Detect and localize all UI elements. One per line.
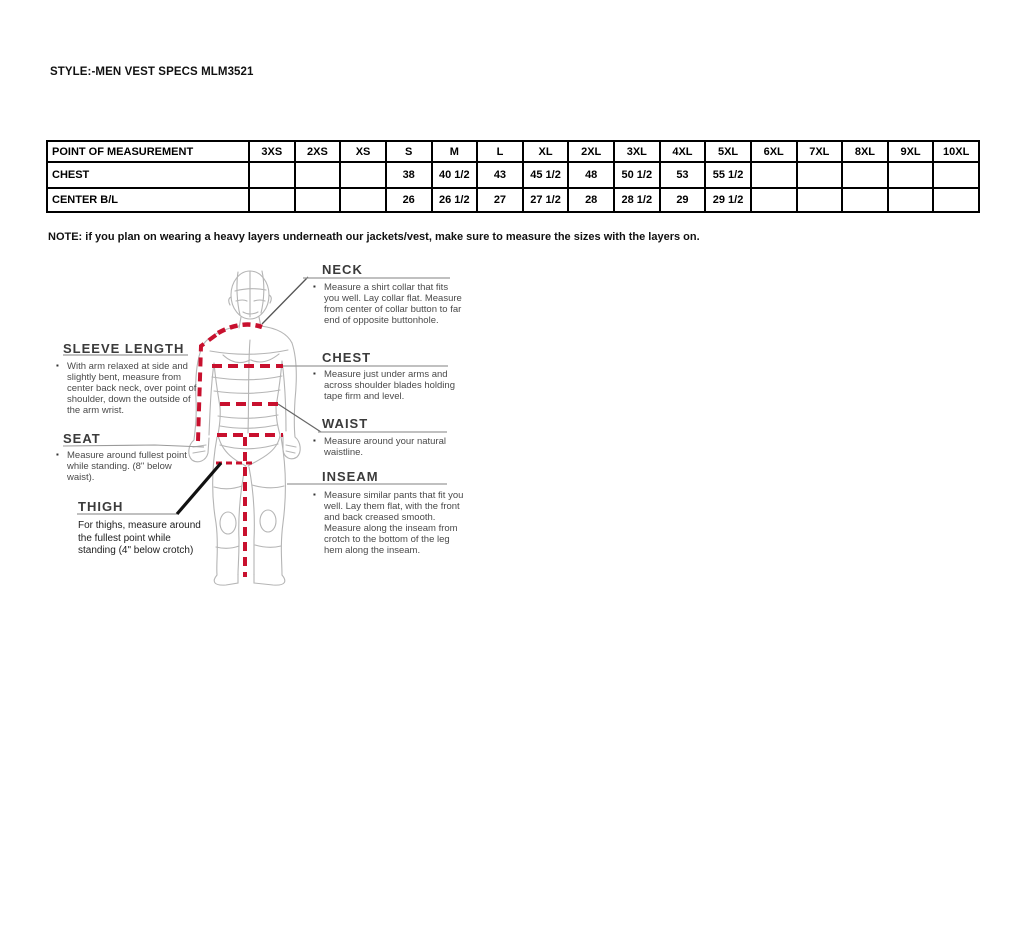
size-cell <box>340 188 386 212</box>
size-cell <box>797 188 843 212</box>
size-cell: 26 <box>386 188 432 212</box>
sleeve-measure-line <box>198 335 216 441</box>
waist-leader-line <box>278 404 321 432</box>
size-cell <box>295 162 341 188</box>
chest-instructions: ▪ Measure just under arms and across shoulder blades holding tape firm and level. <box>313 369 455 402</box>
body-figure <box>189 271 300 585</box>
col-size-9XL: 9XL <box>888 141 934 162</box>
chest-label: CHEST <box>322 350 372 365</box>
size-cell <box>888 188 934 212</box>
size-cell: 38 <box>386 162 432 188</box>
col-size-L: L <box>477 141 523 162</box>
size-table <box>46 140 980 213</box>
thigh-label: THIGH <box>78 499 124 514</box>
inseam-instructions: ▪ Measure similar pants that fit you well. Lay them flat, with the front and back creased smooth. Measure along the inseam from crotch to the bottom of the leg hem along the inseam. <box>313 490 464 556</box>
size-cell <box>751 188 797 212</box>
bullet-icon: ▪ <box>56 450 59 459</box>
row-label: CHEST <box>47 162 249 188</box>
size-cell <box>249 162 295 188</box>
size-cell: 40 1/2 <box>432 162 478 188</box>
size-table-header-row <box>47 141 979 162</box>
waist-instructions: ▪ Measure around your natural waistline. <box>313 436 446 458</box>
col-size-4XL: 4XL <box>660 141 706 162</box>
bullet-icon: ▪ <box>313 490 316 499</box>
size-cell: 28 <box>568 188 614 212</box>
page-title: STYLE:-MEN VEST SPECS MLM3521 <box>50 66 254 78</box>
size-cell <box>842 188 888 212</box>
size-cell: 53 <box>660 162 706 188</box>
seat-instructions: ▪ Measure around fullest point while standing. (8" below waist). <box>56 450 187 483</box>
thigh-instructions: For thighs, measure around the fullest point while standing (4" below crotch) <box>78 520 201 556</box>
bullet-icon: ▪ <box>313 436 316 445</box>
size-cell: 48 <box>568 162 614 188</box>
col-size-10XL: 10XL <box>933 141 979 162</box>
size-cell: 45 1/2 <box>523 162 569 188</box>
size-cell <box>249 188 295 212</box>
col-size-3XL: 3XL <box>614 141 660 162</box>
table-row <box>47 188 979 212</box>
seat-label: SEAT <box>63 431 101 446</box>
col-size-3XS: 3XS <box>249 141 295 162</box>
col-size-2XS: 2XS <box>295 141 341 162</box>
size-cell <box>933 188 979 212</box>
size-cell <box>295 188 341 212</box>
table-row <box>47 162 979 188</box>
col-size-S: S <box>386 141 432 162</box>
size-cell: 43 <box>477 162 523 188</box>
size-cell: 28 1/2 <box>614 188 660 212</box>
col-size-XS: XS <box>340 141 386 162</box>
col-size-2XL: 2XL <box>568 141 614 162</box>
col-size-6XL: 6XL <box>751 141 797 162</box>
bullet-icon: ▪ <box>56 361 59 370</box>
size-cell <box>751 162 797 188</box>
size-cell <box>888 162 934 188</box>
size-cell <box>933 162 979 188</box>
neck-measure-line <box>218 325 262 333</box>
size-cell <box>842 162 888 188</box>
size-cell: 26 1/2 <box>432 188 478 212</box>
size-cell: 27 <box>477 188 523 212</box>
neck-instructions: ▪ Measure a shirt collar that fits you well. Lay collar flat. Measure from center of collar button to far end of opposite buttonhole. <box>313 282 462 326</box>
size-cell <box>797 162 843 188</box>
col-size-7XL: 7XL <box>797 141 843 162</box>
col-size-XL: XL <box>523 141 569 162</box>
col-point-of-measurement: POINT OF MEASUREMENT <box>47 141 249 162</box>
waist-label: WAIST <box>322 416 369 431</box>
bullet-icon: ▪ <box>313 282 316 291</box>
size-cell: 29 <box>660 188 706 212</box>
neck-label: NECK <box>322 262 363 277</box>
measurement-note: NOTE: if you plan on wearing a heavy layers underneath our jackets/vest, make sure to measure the sizes with the layers on. <box>48 231 700 243</box>
row-label: CENTER B/L <box>47 188 249 212</box>
size-cell: 29 1/2 <box>705 188 751 212</box>
size-cell <box>340 162 386 188</box>
inseam-label: INSEAM <box>322 469 379 484</box>
size-cell: 27 1/2 <box>523 188 569 212</box>
col-size-5XL: 5XL <box>705 141 751 162</box>
col-size-M: M <box>432 141 478 162</box>
col-size-8XL: 8XL <box>842 141 888 162</box>
sleeve-length-label: SLEEVE LENGTH <box>63 341 185 356</box>
size-cell: 50 1/2 <box>614 162 660 188</box>
bullet-icon: ▪ <box>313 369 316 378</box>
sleeve-length-instructions: ▪ With arm relaxed at side and slightly bent, measure from center back neck, over point of shoulder, down the outside of the arm wrist. <box>56 361 197 416</box>
size-table-wrap <box>46 140 980 213</box>
size-cell: 55 1/2 <box>705 162 751 188</box>
